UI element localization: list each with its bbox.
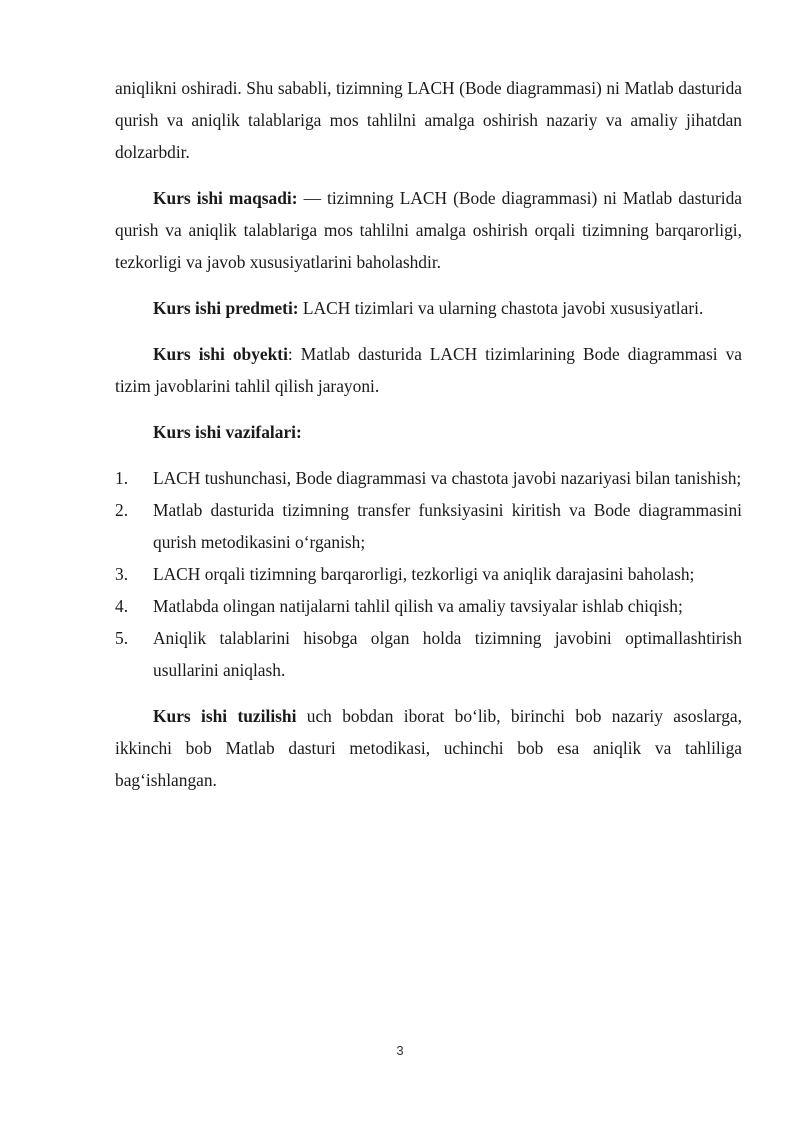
list-item-text: LACH tushunchasi, Bode diagrammasi va chastota javobi nazariyasi bilan tanishish; — [153, 468, 742, 488]
list-item-number: 2. — [115, 500, 129, 520]
list-item — [115, 590, 742, 622]
subject-text: LACH tizimlari va ularning chastota javobi xususiyatlari. — [298, 298, 704, 318]
subject-label: Kurs ishi predmeti: — [153, 298, 299, 318]
goal-text: — tizimning LACH (Bode diagrammasi) ni Matlab dasturida qurish va aniqlik talablariga mos tahlilni amalga oshirish orqali tizimning barqarorligi, tezkorligi va javob xususiyatlarini baholashdir. — [115, 188, 742, 272]
tasks-heading-paragraph — [115, 416, 742, 448]
structure-label: Kurs ishi tuzilishi — [153, 706, 297, 726]
intro-text: aniqlikni oshiradi. Shu sababli, tizimning LACH (Bode diagrammasi) ni Matlab dasturida qurish va aniqlik talablariga mos tahlilni amalga oshirish nazariy va amaliy jihatdan dolzarbdir. — [115, 78, 742, 162]
structure-paragraph — [115, 700, 742, 796]
page-number: 3 — [396, 1043, 404, 1058]
document-page — [115, 72, 742, 810]
list-item — [115, 558, 742, 590]
list-item-number: 1. — [115, 468, 129, 488]
list-item-number: 4. — [115, 596, 129, 616]
object-paragraph — [115, 338, 742, 402]
intro-paragraph — [115, 72, 742, 168]
list-item — [115, 494, 742, 558]
subject-paragraph — [115, 292, 742, 324]
list-item — [115, 462, 742, 494]
tasks-list — [115, 462, 742, 686]
list-item-text: LACH orqali tizimning barqarorligi, tezkorligi va aniqlik darajasini baholash; — [153, 564, 695, 584]
object-label: Kurs ishi obyekti — [153, 344, 288, 364]
structure-text: uch bobdan iborat bo‘lib, birinchi bob nazariy asoslarga, ikkinchi bob Matlab dasturi metodikasi, uchinchi bob esa aniqlik va tahliliga bag‘ishlangan. — [115, 706, 742, 790]
list-item-text: Aniqlik talablarini hisobga olgan holda tizimning javobini optimallashtirish usullarini aniqlash. — [153, 628, 742, 680]
list-item-text: Matlabda olingan natijalarni tahlil qilish va amaliy tavsiyalar ishlab chiqish; — [153, 596, 683, 616]
goal-label: Kurs ishi maqsadi: — [153, 188, 298, 208]
object-text: : Matlab dasturida LACH tizimlarining Bode diagrammasi va tizim javoblarini tahlil qilish jarayoni. — [115, 344, 742, 396]
goal-paragraph — [115, 182, 742, 278]
list-item-text: Matlab dasturida tizimning transfer funksiyasini kiritish va Bode diagrammasini qurish metodikasini o‘rganish; — [153, 500, 742, 552]
tasks-heading: Kurs ishi vazifalari: — [153, 422, 302, 442]
list-item-number: 3. — [115, 564, 129, 584]
list-item — [115, 622, 742, 686]
list-item-number: 5. — [115, 628, 129, 648]
